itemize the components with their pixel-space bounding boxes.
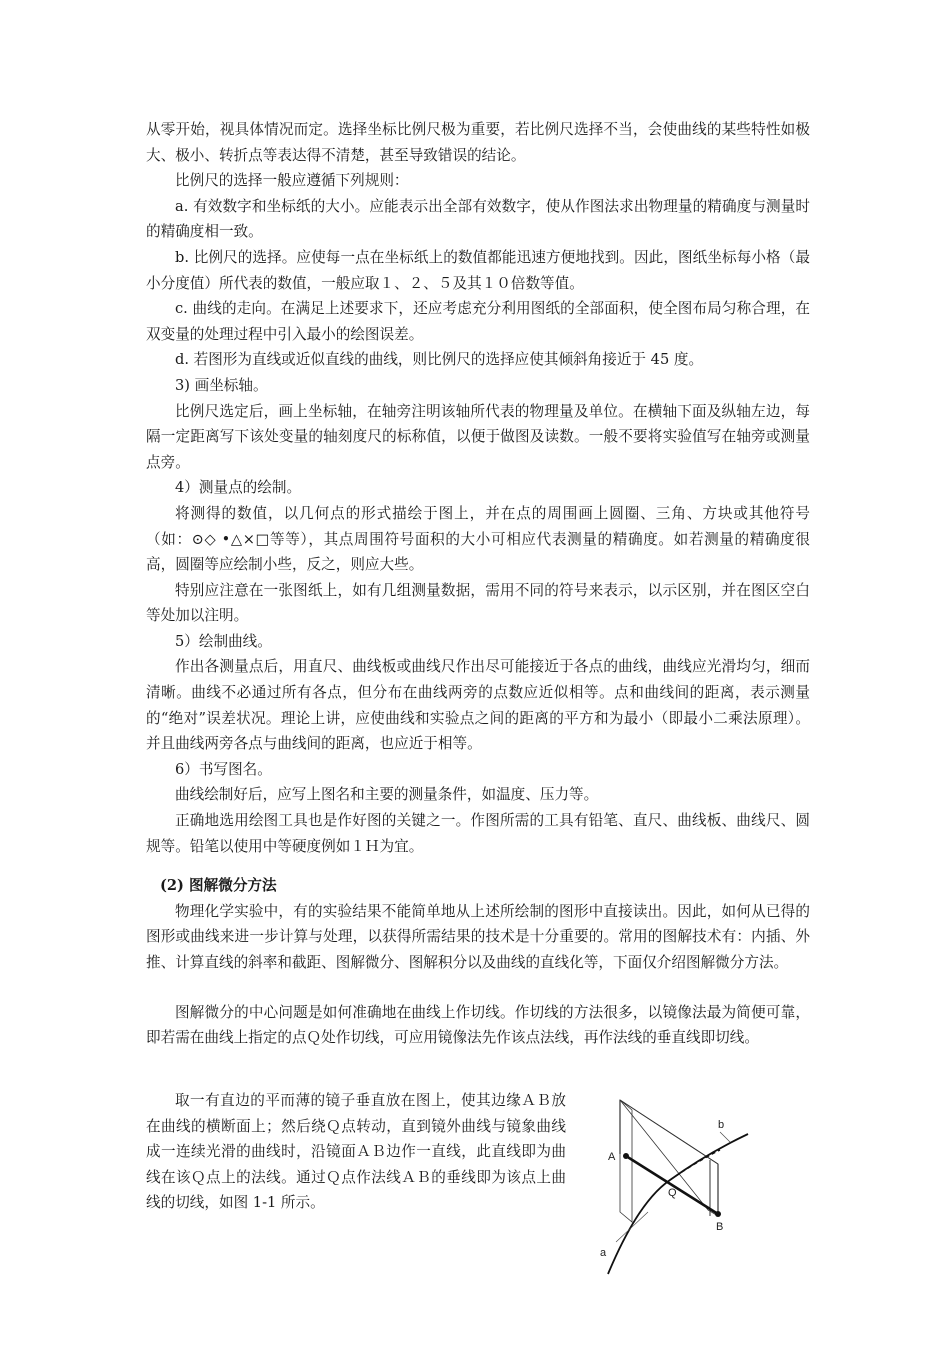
label-a-lower: a: [600, 1247, 607, 1259]
paragraph: 正确地选用绘图工具也是作好图的关键之一。作图所需的工具有铅笔、直尺、曲线板、曲线尺、圆规等。铅笔以使用中等硬度例如１Ｈ为宜。: [146, 812, 810, 855]
paragraph: 3) 画坐标轴。: [175, 376, 268, 394]
paragraph: 比例尺的选择一般应遵循下列规则：: [175, 172, 409, 190]
paragraph: 作出各测量点后，用直尺、曲线板或曲线尺作出尽可能接近于各点的曲线，曲线应光滑均匀，细而清晰。曲线不必通过所有各点，但分布在曲线两旁的点数应近似相等。点和曲线间的距离，表示测量的“绝对”误差状况。理论上讲，应使曲线和实验点之间的距离的平方和为最小（即最小二乘法原理）。并且曲线两旁各点与曲线间的距离，也应近于相等。: [146, 658, 810, 753]
main-text-block: [146, 117, 810, 1051]
paragraph: 特别应注意在一张图纸上，如有几组测量数据，需用不同的符号来表示，以示区别，并在图区空白等处加以注明。: [146, 581, 810, 625]
paragraph: 图解微分的中心问题是如何准确地在曲线上作切线。作切线的方法很多，以镜像法最为简便可靠，即若需在曲线上指定的点Ｑ处作切线，可应用镜像法先作该点法线，再作法线的垂直线即切线。: [146, 1003, 810, 1047]
paragraph: d. 若图形为直线或近似直线的曲线，则比例尺的选择应使其倾斜角接近于 45 度。: [175, 351, 704, 369]
mirror-image-curve: [670, 1150, 720, 1180]
mirror-method-figure: [598, 1092, 768, 1282]
figure-side-text: [146, 1088, 566, 1216]
label-a-upper: A: [608, 1151, 616, 1163]
mirror-edge-left: [620, 1100, 632, 1222]
paragraph: b. 比例尺的选择。应使每一点在坐标纸上的数值都能迅速方便地找到。因此，图纸坐标每小格（最小分度值）所代表的数值，一般应取１、２、５及其１０倍数等值。: [146, 248, 810, 292]
label-b-upper: B: [716, 1221, 724, 1233]
mirror-top-edge: [620, 1100, 718, 1164]
point-a: [623, 1153, 629, 1159]
paragraph: 比例尺选定后，画上坐标轴，在轴旁注明该轴所代表的物理量及单位。在横轴下面及纵轴左边，每隔一定距离写下该处变量的轴刻度尺的标称值，以便于做图及读数。一般不要将实验值写在轴旁或测量点旁。: [146, 402, 810, 471]
section-heading: (2) 图解微分方法: [160, 877, 277, 895]
mirror-diagram: [598, 1092, 768, 1282]
label-b-lower: b: [718, 1119, 725, 1131]
pointer-line-b: [720, 1132, 730, 1142]
paragraph: 4）测量点的绘制。: [175, 479, 302, 497]
paragraph: a. 有效数字和坐标纸的大小。应能表示出全部有效数字，使从作图法求出物理量的精确度与测量时的精确度相一致。: [146, 197, 810, 241]
paragraph: 取一有直边的平而薄的镜子垂直放在图上，使其边缘ＡＢ放在曲线的横断面上；然后绕Ｑ点转动，直到镜外曲线与镜象曲线成一连续光滑的曲线时，沿镜面ＡＢ边作一直线，此直线即为曲线在该Ｑ点上的法线。通过Ｑ点作法线ＡＢ的垂线即为该点上曲线的切线，如图 1-1 所示。: [146, 1092, 566, 1212]
paragraph: 物理化学实验中，有的实验结果不能简单地从上述所绘制的图形中直接读出。因此，如何从已得的图形或曲线来进一步计算与处理，以获得所需结果的技术是十分重要的。常用的图解技术有：内插、外推、计算直线的斜率和截距、图解微分、图解积分以及曲线的直线化等，下面仅介绍图解微分方法。: [146, 902, 810, 971]
paragraph: 曲线绘制好后，应写上图名和主要的测量条件，如温度、压力等。: [175, 786, 599, 804]
curve: [608, 1134, 748, 1274]
paragraph: 5）绘制曲线。: [175, 632, 272, 650]
label-q: Q: [668, 1187, 677, 1199]
paragraph: 从零开始，视具体情况而定。选择坐标比例尺极为重要，若比例尺选择不当，会使曲线的某些特性如极大、极小、转折点等表达得不清楚，甚至导致错误的结论。: [146, 121, 810, 164]
paragraph: c. 曲线的走向。在满足上述要求下，还应考虑充分利用图纸的全部面积，使全图布局匀称合理，在双变量的处理过程中引入最小的绘图误差。: [146, 300, 810, 343]
point-b: [715, 1211, 721, 1217]
paragraph: 将测得的数值，以几何点的形式描绘于图上，并在点的周围画上圆圈、三角、方块或其他符号（如：⊙◇ •△×□等等），其点周围符号面积的大小可相应代表测量的精确度。如若测量的精确度很高，圆圈等应绘制小些，反之，则应大些。: [146, 504, 810, 574]
paragraph: 6）书写图名。: [175, 760, 272, 778]
